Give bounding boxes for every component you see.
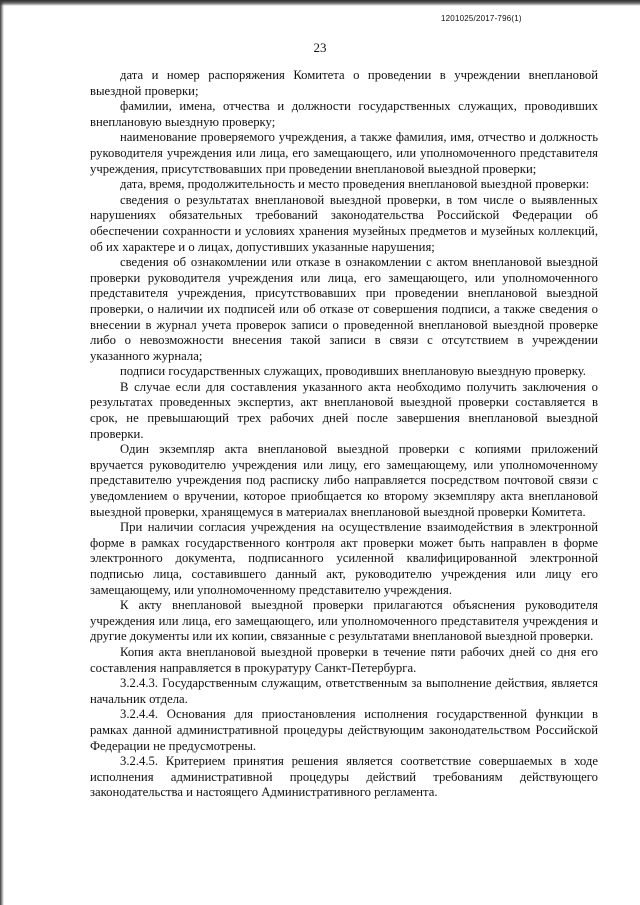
paragraph: Один экземпляр акта внеплановой выездной проверки с копиями приложений вручается руководителю учреждения или лицу, его замещающему, или уполномоченному представителю учреждения под расписку либо направляется посредством почтовой связи с уведомлением о вручении, которое приобщается ко второму экземпляру акта внеплановой выездной проверки, хранящемуся в материалах внеплановой выездной проверки Комитета. <box>90 442 598 519</box>
paragraph: сведения об ознакомлении или отказе в ознакомлении с актом внеплановой выездной проверки руководителя учреждения или лица, его замещающего, или уполномоченного представителя учреждения, присутствовавших при проведении внеплановой выездной проверки, о наличии их подписей или об отказе от совершения подписи, а также сведения о внесении в журнал учета проверок записи о проведенной внеплановой выездной проверке либо о невозможности внесения такой записи в связи с отсутствием в учреждении указанного журнала; <box>90 255 598 363</box>
paragraph: 3.2.4.5. Критерием принятия решения является соответствие совершаемых в ходе исполнения административной процедуры действий требованиям действующего законодательства и настоящего Административного регламента. <box>90 754 598 800</box>
paragraph: В случае если для составления указанного акта необходимо получить заключения о результатах проведенных экспертиз, акт внеплановой выездной проверки составляется в срок, не превышающий трех рабочих дней после завершения внеплановой выездной проверки. <box>90 379 598 441</box>
paragraph: наименование проверяемого учреждения, а также фамилия, имя, отчество и должность руководителя учреждения или лица, его замещающего, или уполномоченного представителя учреждения, присутствовавших при проведении внеплановой выездной проверки; <box>90 130 598 176</box>
paragraph: фамилии, имена, отчества и должности государственных служащих, проводивших внеплановую выездную проверку; <box>90 99 598 129</box>
paragraph: дата и номер распоряжения Комитета о проведении в учреждении внеплановой выездной проверки; <box>90 68 598 98</box>
paragraph: 3.2.4.4. Основания для приостановления исполнения государственной функции в рамках данной административной процедуры действующим законодательством Российской Федерации не предусмотрены. <box>90 707 598 753</box>
document-body <box>90 68 598 801</box>
scan-edge-left <box>0 0 4 905</box>
document-id: 1201025/2017-796(1) <box>441 14 522 23</box>
paragraph: сведения о результатах внеплановой выездной проверки, в том числе о выявленных нарушениях обязательных требований законодательства Российской Федерации об обеспечении сохранности и условиях хранения музейных предметов и музейных коллекций, об их характере и о лицах, допустивших указанные нарушения; <box>90 192 598 254</box>
paragraph: подписи государственных служащих, проводивших внеплановую выездную проверку. <box>120 364 586 379</box>
paragraph: Копия акта внеплановой выездной проверки в течение пяти рабочих дней со дня его составления направляется в прокуратуру Санкт-Петербурга. <box>90 644 598 675</box>
paragraph: 3.2.4.3. Государственным служащим, ответственным за выполнение действия, является начальник отдела. <box>90 676 598 706</box>
paragraph: При наличии согласия учреждения на осуществление взаимодействия в электронной форме в рамках государственного контроля акт проверки может быть направлен в форме электронного документа, подписанного усиленной квалифицированной электронной подписью лица, составившего данный акт, руководителю учреждения или лицу его замещающему, или уполномоченному представителю учреждения. <box>90 520 598 597</box>
scan-edge-top <box>0 0 640 6</box>
page-number: 23 <box>313 40 327 55</box>
paragraph: дата, время, продолжительность и место проведения внеплановой выездной проверки: <box>120 177 590 192</box>
paragraph: К акту внеплановой выездной проверки прилагаются объяснения руководителя учреждения или лица, его замещающего, или уполномоченного представителя учреждения и другие документы или их копии, связанные с результатами внеплановой выездной проверки. <box>90 598 598 644</box>
